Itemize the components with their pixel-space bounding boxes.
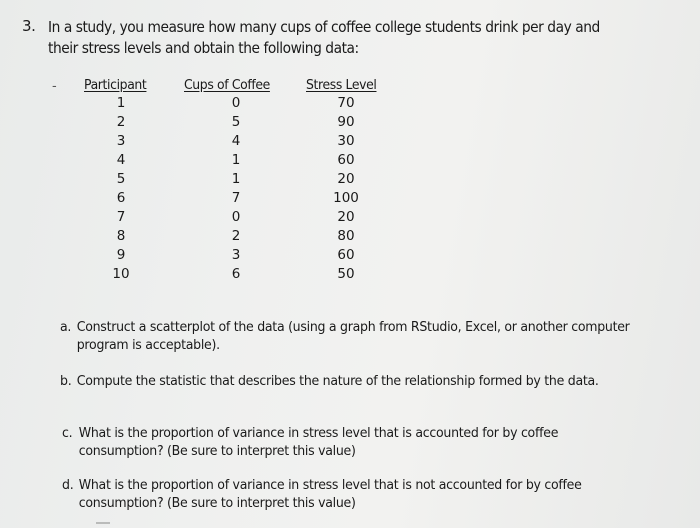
question-number: 3. bbox=[22, 17, 36, 35]
table-row bbox=[0, 114, 420, 132]
participant-cell: 8 bbox=[116, 228, 126, 244]
stress-cell: 90 bbox=[337, 114, 355, 130]
header-cups-of-coffee: Cups of Coffee bbox=[184, 77, 270, 93]
part-b-label: b. bbox=[60, 373, 72, 389]
stress-cell: 30 bbox=[337, 133, 355, 149]
cups-cell: 2 bbox=[231, 228, 241, 244]
part-c-label: c. bbox=[62, 425, 73, 441]
participant-cell: 7 bbox=[116, 209, 126, 225]
table-row bbox=[0, 209, 420, 227]
table-row bbox=[0, 171, 420, 189]
stress-cell: 20 bbox=[337, 209, 355, 225]
table-row bbox=[0, 266, 420, 284]
participant-cell: 10 bbox=[112, 266, 130, 282]
participant-cell: 2 bbox=[116, 114, 126, 130]
cups-cell: 3 bbox=[231, 247, 241, 263]
cups-cell: 6 bbox=[231, 266, 241, 282]
participant-cell: 9 bbox=[116, 247, 126, 263]
cups-cell: 5 bbox=[231, 114, 241, 130]
participant-cell: 4 bbox=[116, 152, 126, 168]
cups-cell: 7 bbox=[231, 190, 241, 206]
stress-cell: 70 bbox=[337, 95, 355, 111]
participant-cell: 5 bbox=[116, 171, 126, 187]
header-stress-level: Stress Level bbox=[306, 77, 377, 93]
part-b-text: Compute the statistic that describes the nature of the relationship formed by the data. bbox=[76, 373, 599, 389]
part-d-text: What is the proportion of variance in stress level that is not accounted for by coffee consumption? (Be sure to interpret this value) bbox=[78, 477, 582, 511]
table-row bbox=[0, 133, 420, 151]
cups-cell: 4 bbox=[231, 133, 241, 149]
part-d-label: d. bbox=[62, 477, 74, 493]
table-row bbox=[0, 190, 420, 208]
part-c-text: What is the proportion of variance in stress level that is accounted for by coffee consumption? (Be sure to interpret this value) bbox=[78, 425, 559, 459]
part-a-label: a. bbox=[60, 319, 72, 335]
stress-cell: 20 bbox=[337, 171, 355, 187]
stress-cell: 100 bbox=[333, 190, 359, 206]
table-row bbox=[0, 228, 420, 246]
cups-cell: 0 bbox=[231, 209, 241, 225]
table-row bbox=[0, 247, 420, 265]
stress-cell: 60 bbox=[337, 152, 355, 168]
header-participant: Participant bbox=[84, 77, 147, 93]
cups-cell: 0 bbox=[231, 95, 241, 111]
stress-cell: 60 bbox=[337, 247, 355, 263]
participant-cell: 3 bbox=[116, 133, 126, 149]
stray-mark bbox=[96, 522, 110, 524]
question-intro: In a study, you measure how many cups of coffee college students drink per day and their stress levels and obtain the following data: bbox=[48, 18, 600, 57]
part-a-text: Construct a scatterplot of the data (using a graph from RStudio, Excel, or another computer program is acceptable). bbox=[76, 319, 630, 353]
cups-cell: 1 bbox=[231, 152, 241, 168]
cups-cell: 1 bbox=[231, 171, 241, 187]
table-row bbox=[0, 95, 420, 113]
participant-cell: 1 bbox=[116, 95, 126, 111]
stress-cell: 50 bbox=[337, 266, 355, 282]
table-row bbox=[0, 152, 420, 170]
stray-mark: - bbox=[52, 79, 57, 94]
stress-cell: 80 bbox=[337, 228, 355, 244]
participant-cell: 6 bbox=[116, 190, 126, 206]
